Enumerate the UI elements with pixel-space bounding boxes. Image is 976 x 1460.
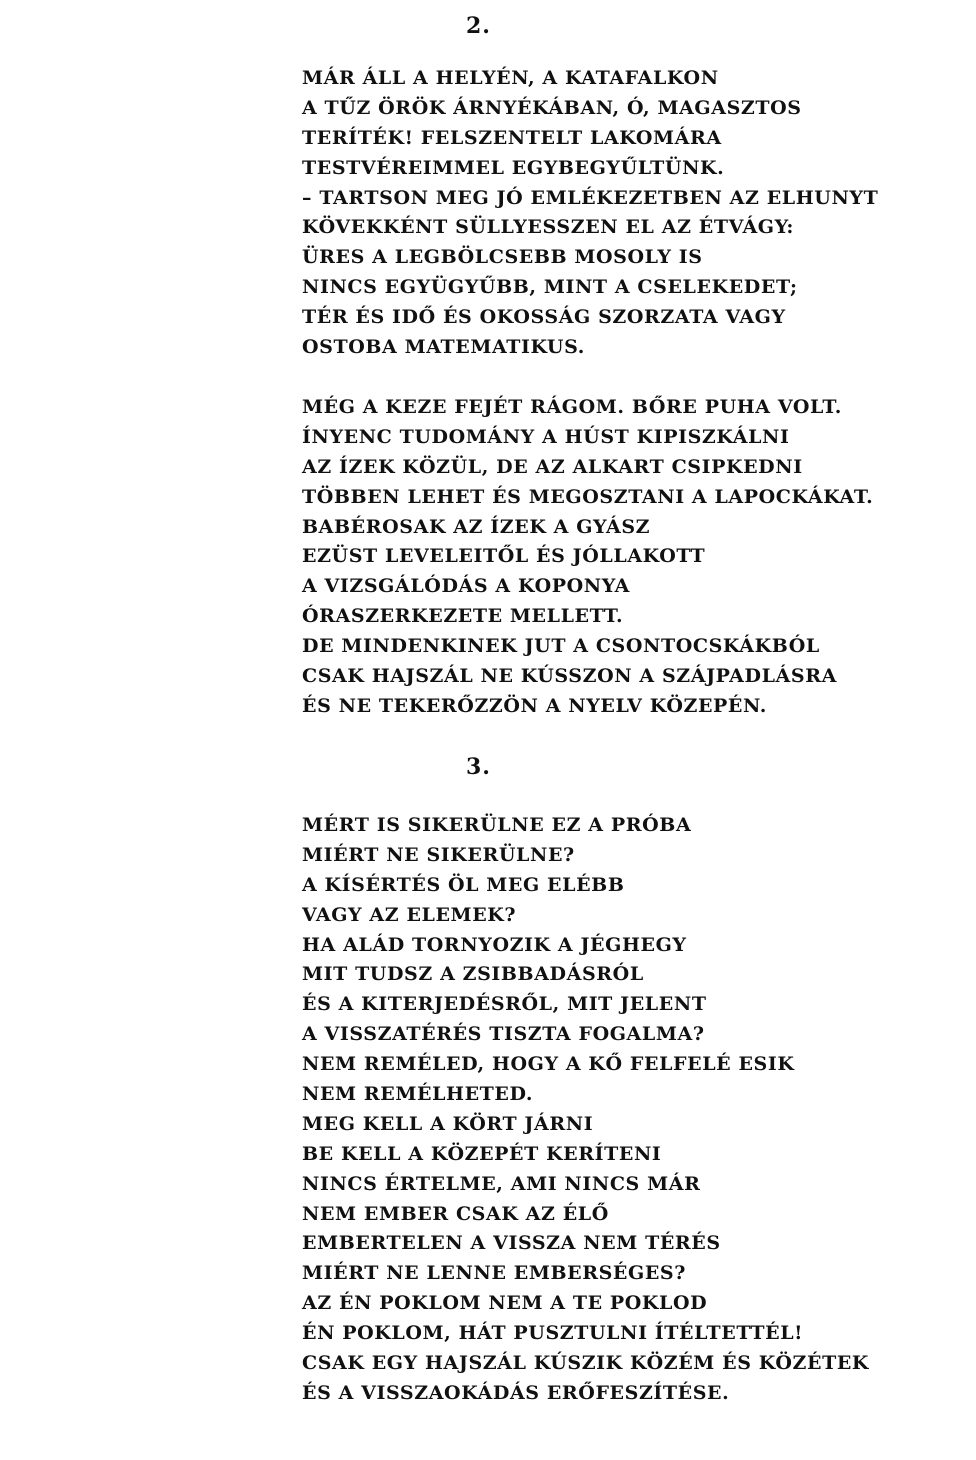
- section-number-3: 3.: [466, 754, 491, 780]
- stanza-2-1: [302, 64, 952, 363]
- verse-line: CSAK EGY HAJSZÁL KÚSZIK KÖZÉM ÉS KÖZÉTEK: [302, 1352, 870, 1375]
- verse-line: – TARTSON MEG JÓ EMLÉKEZETBEN AZ ELHUNYT: [302, 186, 879, 209]
- verse-line: ÉS NE TEKERŐZZÖN A NYELV KÖZEPÉN.: [302, 694, 767, 717]
- verse-line: CSAK HAJSZÁL NE KÚSSZON A SZÁJPADLÁSRA: [302, 665, 837, 688]
- verse-line: AZ ÉN POKLOM NEM A TE POKLOD: [302, 1292, 708, 1315]
- verse-line: BABÉROSAK AZ ÍZEK A GYÁSZ: [302, 515, 651, 538]
- verse-line: NINCS ÉRTELME, AMI NINCS MÁR: [302, 1172, 701, 1195]
- verse-line: TÖBBEN LEHET ÉS MEGOSZTANI A LAPOCKÁKAT.: [302, 485, 874, 508]
- verse-line: MIT TUDSZ A ZSIBBADÁSRÓL: [302, 963, 644, 986]
- verse-line: MÉG A KEZE FEJÉT RÁGOM. BŐRE PUHA VOLT.: [302, 396, 842, 418]
- verse-line: NEM REMÉLHETED.: [302, 1083, 534, 1106]
- verse-line: ÓRASZERKEZETE MELLETT.: [302, 605, 624, 628]
- verse-line: NEM REMÉLED, HOGY A KŐ FELFELÉ ESIK: [302, 1053, 795, 1076]
- verse-line: BE KELL A KÖZEPÉT KERÍTENI: [302, 1142, 662, 1165]
- verse-line: OSTOBA MATEMATIKUS.: [302, 336, 585, 359]
- verse-line: MÉRT IS SIKERÜLNE EZ A PRÓBA: [302, 814, 692, 836]
- verse-line: TESTVÉREIMMEL EGYBEGYŰLTÜNK.: [302, 156, 725, 179]
- verse-line: ÍNYENC TUDOMÁNY A HÚST KIPISZKÁLNI: [302, 425, 790, 448]
- verse-line: HA ALÁD TORNYOZIK A JÉGHEGY: [302, 933, 687, 956]
- verse-line: MÁR ÁLL A HELYÉN, A KATAFALKON: [302, 67, 719, 89]
- verse-line: NEM EMBER CSAK AZ ÉLŐ: [302, 1202, 609, 1225]
- verse-line: EZÜST LEVELEITŐL ÉS JÓLLAKOTT: [302, 545, 706, 568]
- verse-line: EMBERTELEN A VISSZA NEM TÉRÉS: [302, 1232, 721, 1255]
- verse-line: AZ ÍZEK KÖZÜL, DE AZ ALKART CSIPKEDNI: [302, 455, 803, 478]
- verse-line: ÉN POKLOM, HÁT PUSZTULNI ÍTÉLTETTÉL!: [302, 1322, 804, 1345]
- section-number-2: 2.: [466, 13, 491, 39]
- verse-line: VAGY AZ ELEMEK?: [302, 903, 517, 926]
- verse-line: A TŰZ ÖRÖK ÁRNYÉKÁBAN, Ó, MAGASZTOS: [302, 96, 802, 119]
- verse-line: TÉR ÉS IDŐ ÉS OKOSSÁG SZORZATA VAGY: [302, 306, 786, 329]
- stanza-2-2: [302, 393, 952, 722]
- verse-line: ÉS A KITERJEDÉSRŐL, MIT JELENT: [302, 993, 707, 1016]
- verse-line: NINCS EGYÜGYŰBB, MINT A CSELEKEDET;: [302, 276, 798, 299]
- verse-line: TERÍTÉK! FELSZENTELT LAKOMÁRA: [302, 126, 722, 149]
- verse-line: DE MINDENKINEK JUT A CSONTOCSKÁKBÓL: [302, 635, 820, 658]
- verse-line: A VISSZATÉRÉS TISZTA FOGALMA?: [302, 1023, 705, 1046]
- verse-line: A KÍSÉRTÉS ÖL MEG ELÉBB: [302, 873, 625, 896]
- verse-line: MIÉRT NE SIKERÜLNE?: [302, 843, 575, 866]
- verse-line: MIÉRT NE LENNE EMBERSÉGES?: [302, 1262, 686, 1285]
- verse-line: MEG KELL A KÖRT JÁRNI: [302, 1112, 594, 1135]
- stanza-3-1: [302, 811, 952, 1409]
- verse-line: KÖVEKKÉNT SÜLLYESSZEN EL AZ ÉTVÁGY:: [302, 216, 795, 239]
- verse-line: A VIZSGÁLÓDÁS A KOPONYA: [302, 575, 631, 598]
- verse-line: ÉS A VISSZAOKÁDÁS ERŐFESZÍTÉSE.: [302, 1381, 730, 1404]
- verse-line: ÜRES A LEGBÖLCSEBB MOSOLY IS: [302, 246, 703, 269]
